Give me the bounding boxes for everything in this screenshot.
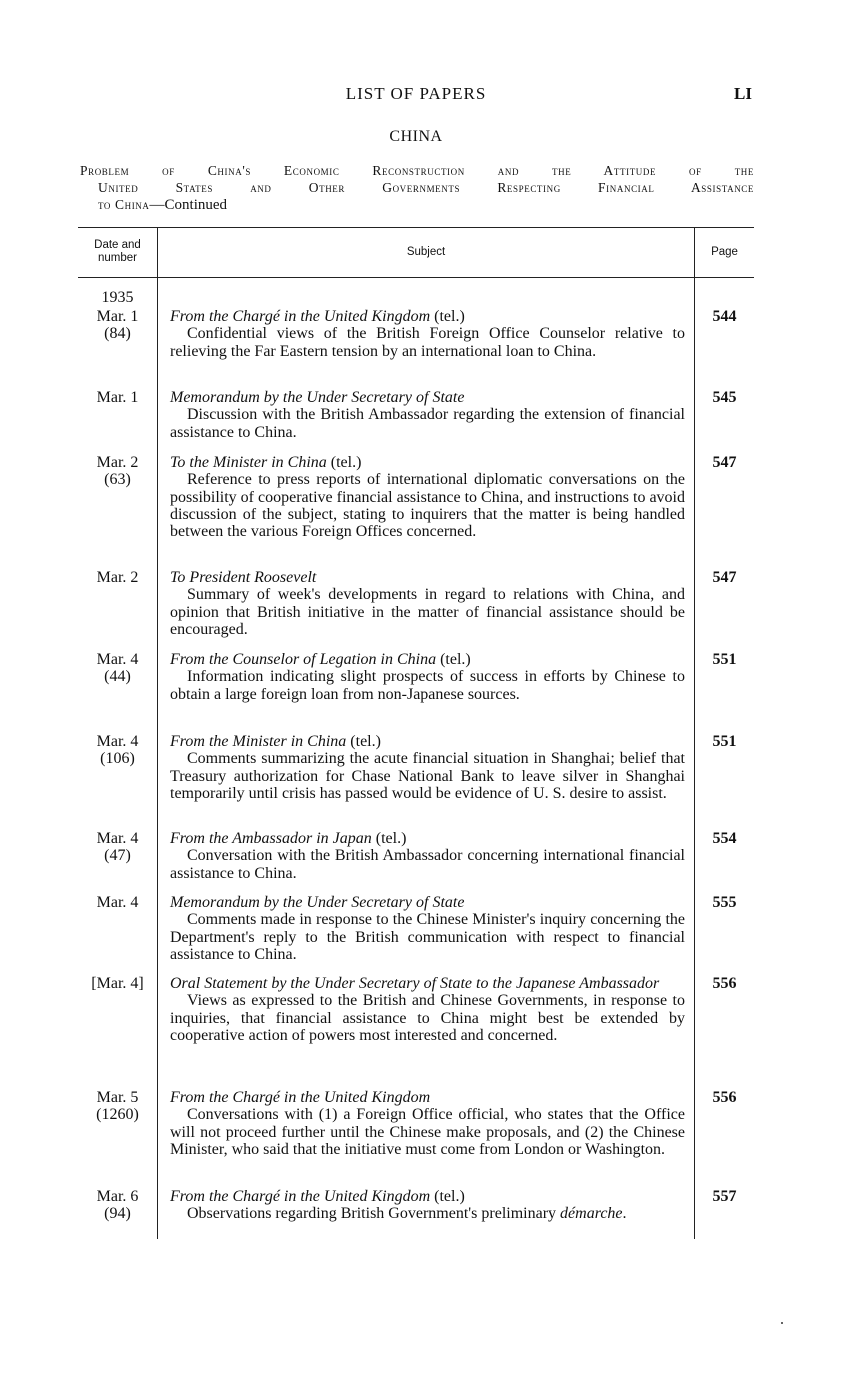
entry-source xyxy=(170,1188,685,1205)
entry-source xyxy=(170,975,685,992)
entry-description: Reference to press reports of international diplomatic conversations on the possibility of cooperative financial assistance to China, and instructions to avoid discussion of the subject, stating to inquirers that the matter is being handled between the various Foreign Offices concerned. xyxy=(170,471,685,541)
entry-source xyxy=(170,651,685,668)
entry-description: Comments summarizing the acute financial situation in Shanghai; belief that Treasury authorization for Chase National Bank to leave silver in Shanghai temporarily until crisis has passed would be evidence of U. S. desire to assist. xyxy=(170,750,685,802)
subject-cell xyxy=(170,308,685,360)
entry-source-note: (tel.) xyxy=(436,651,471,668)
date-cell xyxy=(78,308,157,342)
date-cell xyxy=(78,1089,157,1123)
date-cell xyxy=(78,733,157,767)
entry-page: 557 xyxy=(712,1188,737,1205)
entry-date: Mar. 1 xyxy=(96,308,139,325)
entry-page: 547 xyxy=(712,569,737,586)
entry-source-text: From the Minister in China xyxy=(170,733,347,750)
entry-description-end: . xyxy=(622,1205,627,1223)
entry-source-note: (tel.) xyxy=(430,308,465,325)
date-cell xyxy=(78,651,157,685)
subject-cell xyxy=(170,1089,685,1158)
entry-date: Mar. 4 xyxy=(96,733,139,750)
entry-page: 545 xyxy=(712,389,737,406)
topic-heading-line-3-text: to China xyxy=(98,197,150,212)
running-title: LIST OF PAPERS xyxy=(345,84,487,103)
section-title: CHINA xyxy=(389,128,443,145)
stray-dot xyxy=(781,1322,783,1324)
entry-source-text: From the Counselor of Legation in China xyxy=(170,651,437,668)
topic-heading-line-2: United States and Other Governments Respecting Financial Assistance xyxy=(98,180,754,195)
date-cell xyxy=(78,454,157,488)
entry-description: Discussion with the British Ambassador regarding the extension of financial assistance to China. xyxy=(170,406,685,441)
column-header-page: Page xyxy=(711,245,738,258)
subject-cell xyxy=(170,1188,685,1223)
entry-page: 544 xyxy=(712,308,737,325)
date-cell xyxy=(78,975,157,992)
entry-description: Confidential views of the British Foreign Office Counselor relative to relieving the Far Eastern tension by an international loan to China. xyxy=(170,325,685,360)
entry-source-note: (tel.) xyxy=(430,1188,465,1205)
entry-source-text: Memorandum by the Under Secretary of State xyxy=(170,389,465,406)
entry-description: Conversations with (1) a Foreign Office official, who states that the Office will not proceed further until the Chinese make proposals, and (2) the Chinese Minister, who said that the initiative must come from London or Washington. xyxy=(170,1106,685,1158)
subject-cell xyxy=(170,454,685,540)
entry-source-note: (tel.) xyxy=(371,830,407,847)
entry-description: Views as expressed to the British and Chinese Governments, in response to inquiries, that financial assistance to China might best be extended by cooperative action of powers most interested and concerned. xyxy=(170,992,685,1044)
subject-cell xyxy=(170,733,685,802)
entry-number: (84) xyxy=(104,325,131,342)
date-cell xyxy=(78,1188,157,1222)
column-divider-date xyxy=(157,227,158,1239)
entry-source-note: (tel.) xyxy=(326,454,362,471)
entry-source-text: From the Chargé in the United Kingdom xyxy=(170,308,431,325)
entry-description: Conversation with the British Ambassador concerning international financial assistance to China. xyxy=(170,847,685,882)
column-header-date: Date and number xyxy=(94,239,141,264)
entry-page: 551 xyxy=(712,733,737,750)
topic-heading-continued: —Continued xyxy=(149,197,228,213)
entry-date: Mar. 6 xyxy=(96,1188,139,1205)
entry-number: (106) xyxy=(100,750,135,767)
entry-source xyxy=(170,733,685,750)
entry-source-text: From the Chargé in the United Kingdom xyxy=(170,1188,431,1205)
entry-source-text: Memorandum by the Under Secretary of State xyxy=(170,894,465,911)
entry-description: Summary of week's developments in regard to relations with China, and opinion that British initiative in the matter of financial assistance should be encouraged. xyxy=(170,586,685,638)
entry-source-text: From the Ambassador in Japan xyxy=(170,830,372,847)
entry-description: Comments made in response to the Chinese Minister's inquiry concerning the Department's reply to the British communication with respect to financial assistance to China. xyxy=(170,911,685,963)
entry-number: (63) xyxy=(104,471,131,488)
entry-description-italic: démarche xyxy=(560,1205,623,1223)
entry-page: 556 xyxy=(712,1089,737,1106)
entry-page: 551 xyxy=(712,651,737,668)
entry-date: Mar. 4 xyxy=(96,651,139,668)
date-cell xyxy=(78,830,157,864)
date-cell xyxy=(78,894,157,911)
entry-source xyxy=(170,569,685,586)
subject-cell xyxy=(170,389,685,441)
entry-page: 547 xyxy=(712,454,737,471)
entry-source-note: (tel.) xyxy=(346,733,381,750)
subject-cell xyxy=(170,975,685,1044)
subject-cell xyxy=(170,830,685,882)
column-header-subject: Subject xyxy=(406,245,446,258)
entry-date: Mar. 2 xyxy=(96,454,139,471)
entry-page: 555 xyxy=(712,894,737,911)
entry-source-text: To President Roosevelt xyxy=(170,569,317,586)
entry-date: Mar. 4 xyxy=(96,894,139,911)
entry-source xyxy=(170,308,685,325)
entry-description-text: Observations regarding British Government's preliminary xyxy=(187,1205,557,1223)
topic-heading xyxy=(80,162,754,214)
entry-description xyxy=(170,1205,685,1222)
entry-page: 554 xyxy=(712,830,737,847)
entry-source xyxy=(170,1089,685,1106)
entry-number: (44) xyxy=(104,668,131,685)
date-cell xyxy=(78,389,157,406)
entry-source xyxy=(170,830,685,847)
subject-cell xyxy=(170,651,685,703)
entry-date: Mar. 2 xyxy=(96,569,139,586)
year-label: 1935 xyxy=(101,289,134,306)
table-header-rule xyxy=(78,277,754,278)
page-header xyxy=(78,84,754,106)
entry-date: Mar. 4 xyxy=(96,830,139,847)
entry-date: Mar. 1 xyxy=(96,389,139,406)
subject-cell xyxy=(170,894,685,963)
entry-date: Mar. 5 xyxy=(96,1089,139,1106)
entry-number: (1260) xyxy=(96,1106,139,1123)
date-cell xyxy=(78,569,157,586)
entry-source-text: Oral Statement by the Under Secretary of State to the Japanese Ambassador xyxy=(170,975,660,992)
entry-source-text: From the Chargé in the United Kingdom xyxy=(170,1089,431,1106)
subject-cell xyxy=(170,569,685,638)
entry-source xyxy=(170,389,685,406)
entry-number: (47) xyxy=(104,847,131,864)
entry-source xyxy=(170,454,685,471)
topic-heading-line-3 xyxy=(80,196,754,214)
entry-source-text: To the Minister in China xyxy=(170,454,327,471)
papers-table xyxy=(78,227,754,1239)
entry-source xyxy=(170,894,685,911)
entry-date: [Mar. 4] xyxy=(91,975,144,992)
entry-number: (94) xyxy=(104,1205,131,1222)
entry-page: 556 xyxy=(712,975,737,992)
entry-description: Information indicating slight prospects of success in efforts by Chinese to obtain a large foreign loan from non-Japanese sources. xyxy=(170,668,685,703)
topic-heading-line-1: Problem of China's Economic Reconstruction and the Attitude of the xyxy=(80,163,754,178)
page-number: LI xyxy=(734,84,752,103)
